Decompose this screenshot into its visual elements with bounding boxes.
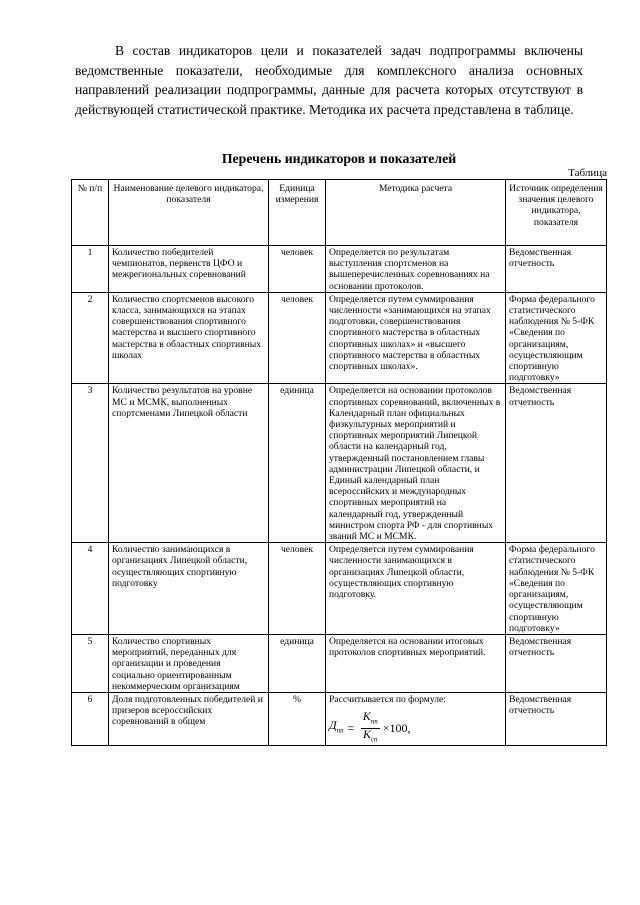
formula-numerator: $К_{пп}$ [361,711,380,729]
formula-equals: = [346,720,355,735]
row-source: Ведомственная отчетность [506,246,607,293]
row-name: Доля подготовленных победителей и призеров всероссийских соревнований в общем [109,692,269,745]
row-unit: единица [269,634,326,692]
formula-fraction [361,711,380,745]
row-method: Определяется на основании итоговых протоколов спортивных мероприятий. [326,634,506,692]
row-method: Определяется путем суммирования численности занимающихся в организациях Липецкой области, осуществляющих спортивную подготовку. [326,543,506,635]
row-source: Форма федерального статистического наблюдения № 5-ФК «Сведения по организациям, осуществляющим спортивную подготовку» [506,543,607,635]
table-row [72,692,607,745]
table-row [72,543,607,635]
table-row [72,634,607,692]
row-unit: единица [269,384,326,543]
row-source: Форма федерального статистического наблюдения № 5-ФК «Сведения по организациям, осуществляющим спортивную подготовку» [506,292,607,384]
table-label: Таблица [568,167,607,179]
row-name: Количество результатов на уровне МС и МСМК, выполненных спортсменами Липецкой области [109,384,269,543]
row-num: 5 [72,634,109,692]
row-source: Ведомственная отчетность [506,692,607,745]
table-title: Перечень индикаторов и показателей [221,151,457,166]
row-num: 4 [72,543,109,635]
header-method: Методика расчета [326,180,506,246]
intro-paragraph: В состав индикаторов цели и показателей задач подпрограммы включены ведомственные показатели, необходимые для комплексного анализа основных направлений реализации подпрограммы, данные для расчета которых отсутствуют в действующей статистической практике. Методика их расчета представлена в таблице. [75,43,583,117]
row-name: Количество победителей чемпионатов, первенств ЦФО и межрегиональных соревнований [109,246,269,293]
row-method-cell [326,692,506,745]
row-method: Рассчитывается по формуле: [329,693,446,705]
row-num: 3 [72,384,109,543]
row-method: Определяется на основании протоколов спортивных соревнований, включенных в Календарный план официальных физкультурных мероприятий и спортивных мероприятий Липецкой области на календарный год, утвержденный постановлением главы администрации Липецкой области, и Единый календарный план всероссийских и международных спортивных мероприятий на календарный год, утвержденный министром спорта РФ - для спортивных званий МС и МСМК. [326,384,506,543]
row-name: Количество спортивных мероприятий, переданных для организации и проведения социально ориентированным некоммерческим организациям [109,634,269,692]
formula-tail: ×100, [382,720,411,735]
row-unit: % [269,692,326,745]
header-name: Наименование целевого индикатора, показателя [109,180,269,246]
row-num: 2 [72,292,109,384]
table-row [72,292,607,384]
table-header-row [72,180,607,246]
header-source: Источник определения значения целевого индикатора, показателя [506,180,607,246]
header-unit: Единица измерения [269,180,326,246]
header-num: № п/п [72,180,109,246]
row-name: Количество спортсменов высокого класса, занимающихся на этапах совершенствования спортивного мастерства и высшего спортивного мастерства в областных спортивных школах [109,292,269,384]
row-method: Определяется по результатам выступления спортсменов на вышеперечисленных соревнованиях на основании протоколов. [326,246,506,293]
formula [329,711,502,745]
table-row [72,246,607,293]
formula-denominator: $К_{сп}$ [362,726,378,744]
table-row [72,384,607,543]
row-name: Количество занимающихся в организациях Липецкой области, осуществляющих спортивную подготовку [109,543,269,635]
row-unit: человек [269,246,326,293]
row-method: Определяется путем суммирования численности «занимающихся на этапах подготовки, совершенствования спортивного мастерства в областных спортивных школах» и «высшего спортивного мастерства в областных спортивных школах». [326,292,506,384]
formula-lhs: $Д_{пп}$ [329,717,344,735]
row-num: 1 [72,246,109,293]
indicators-table [71,179,607,746]
row-source: Ведомственная отчетность [506,634,607,692]
row-unit: человек [269,292,326,384]
row-num: 6 [72,692,109,745]
row-unit: человек [269,543,326,635]
row-source: Ведомственная отчетность [506,384,607,543]
